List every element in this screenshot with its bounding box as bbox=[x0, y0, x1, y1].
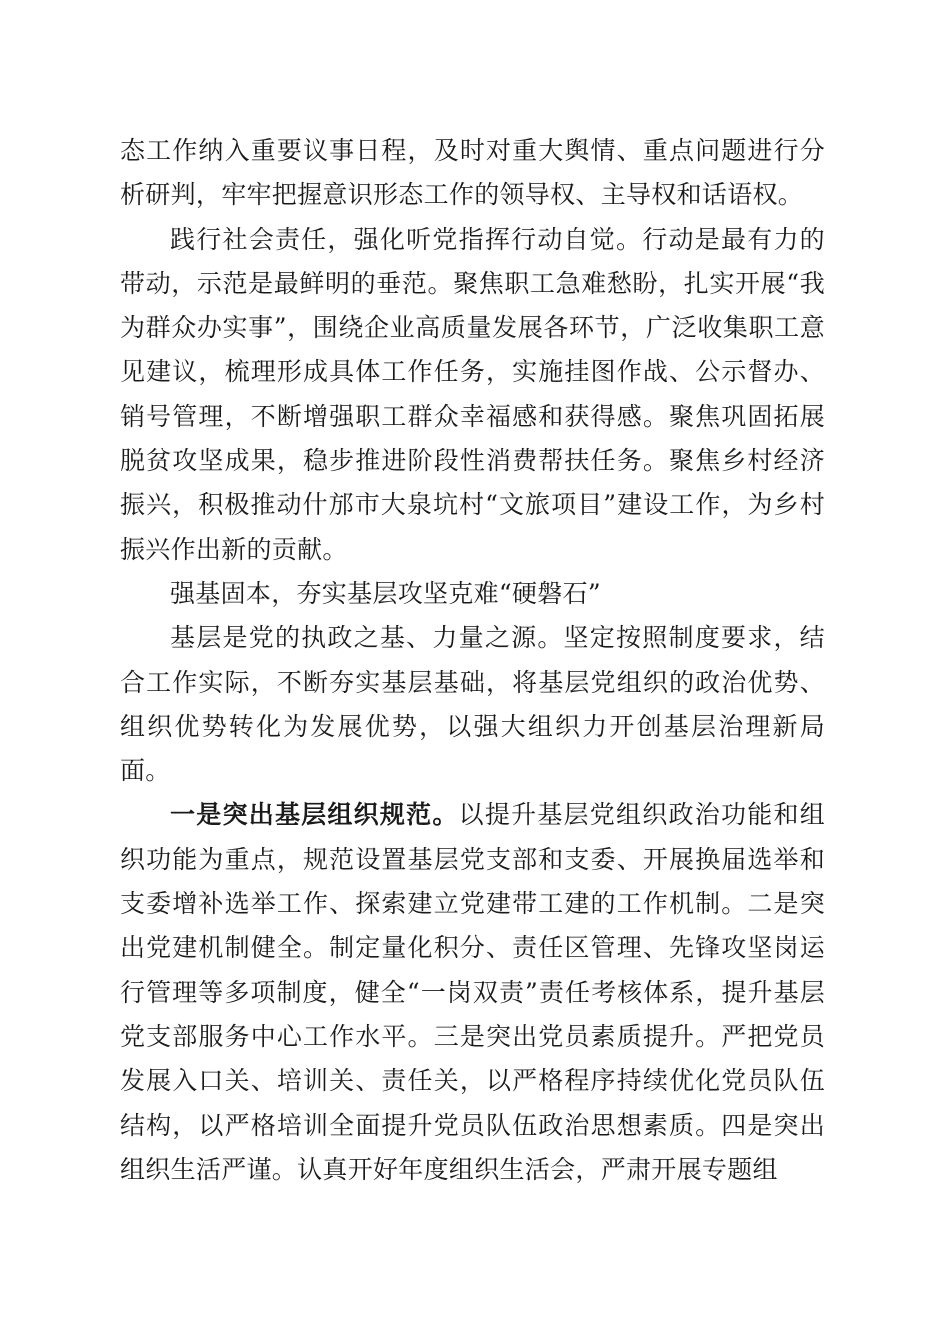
paragraph-body: 以提升基层党组织政治功能和组织功能为重点，规范设置基层党支部和支委、开展换届选举和支委增补选举工作、探索建立党建带工建的工作机制。二是突出党建机制健全。制定量化积分、责任区管理、先锋攻坚岗运行管理等多项制度，健全“一岗双责”责任考核体系，提升基层党支部服务中心工作水平。三是突出党员素质提升。严把党员发展入口关、培训关、责任关，以严格程序持续优化党员队伍结构，以严格培训全面提升党员队伍政治思想素质。四是突出组织生活严谨。认真开好年度组织生活会，严肃开展专题组 bbox=[120, 800, 825, 1184]
paragraph-social-responsibility: 践行社会责任，强化听党指挥行动自觉。行动是最有力的带动，示范是最鲜明的垂范。聚焦职工急难愁盼，扎实开展“我为群众办实事”，围绕企业高质量发展各环节，广泛收集职工意见建议，梳理形成具体工作任务，实施挂图作战、公示督办、销号管理，不断增强职工群众幸福感和获得感。聚焦巩固拓展脱贫攻坚成果，稳步推进阶段性消费帮扶任务。聚焦乡村经济振兴，积极推动什邡市大泉坑村“文旅项目”建设工作，为乡村振兴作出新的贡献。 bbox=[120, 224, 825, 564]
paragraph-grassroots-foundation: 基层是党的执政之基、力量之源。坚定按照制度要求，结合工作实际，不断夯实基层基础，将基层党组织的政治优势、组织优势转化为发展优势，以强大组织力开创基层治理新局面。 bbox=[120, 623, 825, 786]
document-body bbox=[120, 129, 825, 1192]
paragraph-lead: 一是突出基层组织规范。 bbox=[170, 800, 459, 830]
section-heading: 强基固本，夯实基层攻坚克难“硬磐石” bbox=[170, 578, 601, 608]
paragraph-continuation: 态工作纳入重要议事日程，及时对重大舆情、重点问题进行分析研判，牢牢把握意识形态工作的领导权、主导权和话语权。 bbox=[120, 136, 825, 210]
paragraph-organization-norms bbox=[120, 793, 825, 1192]
